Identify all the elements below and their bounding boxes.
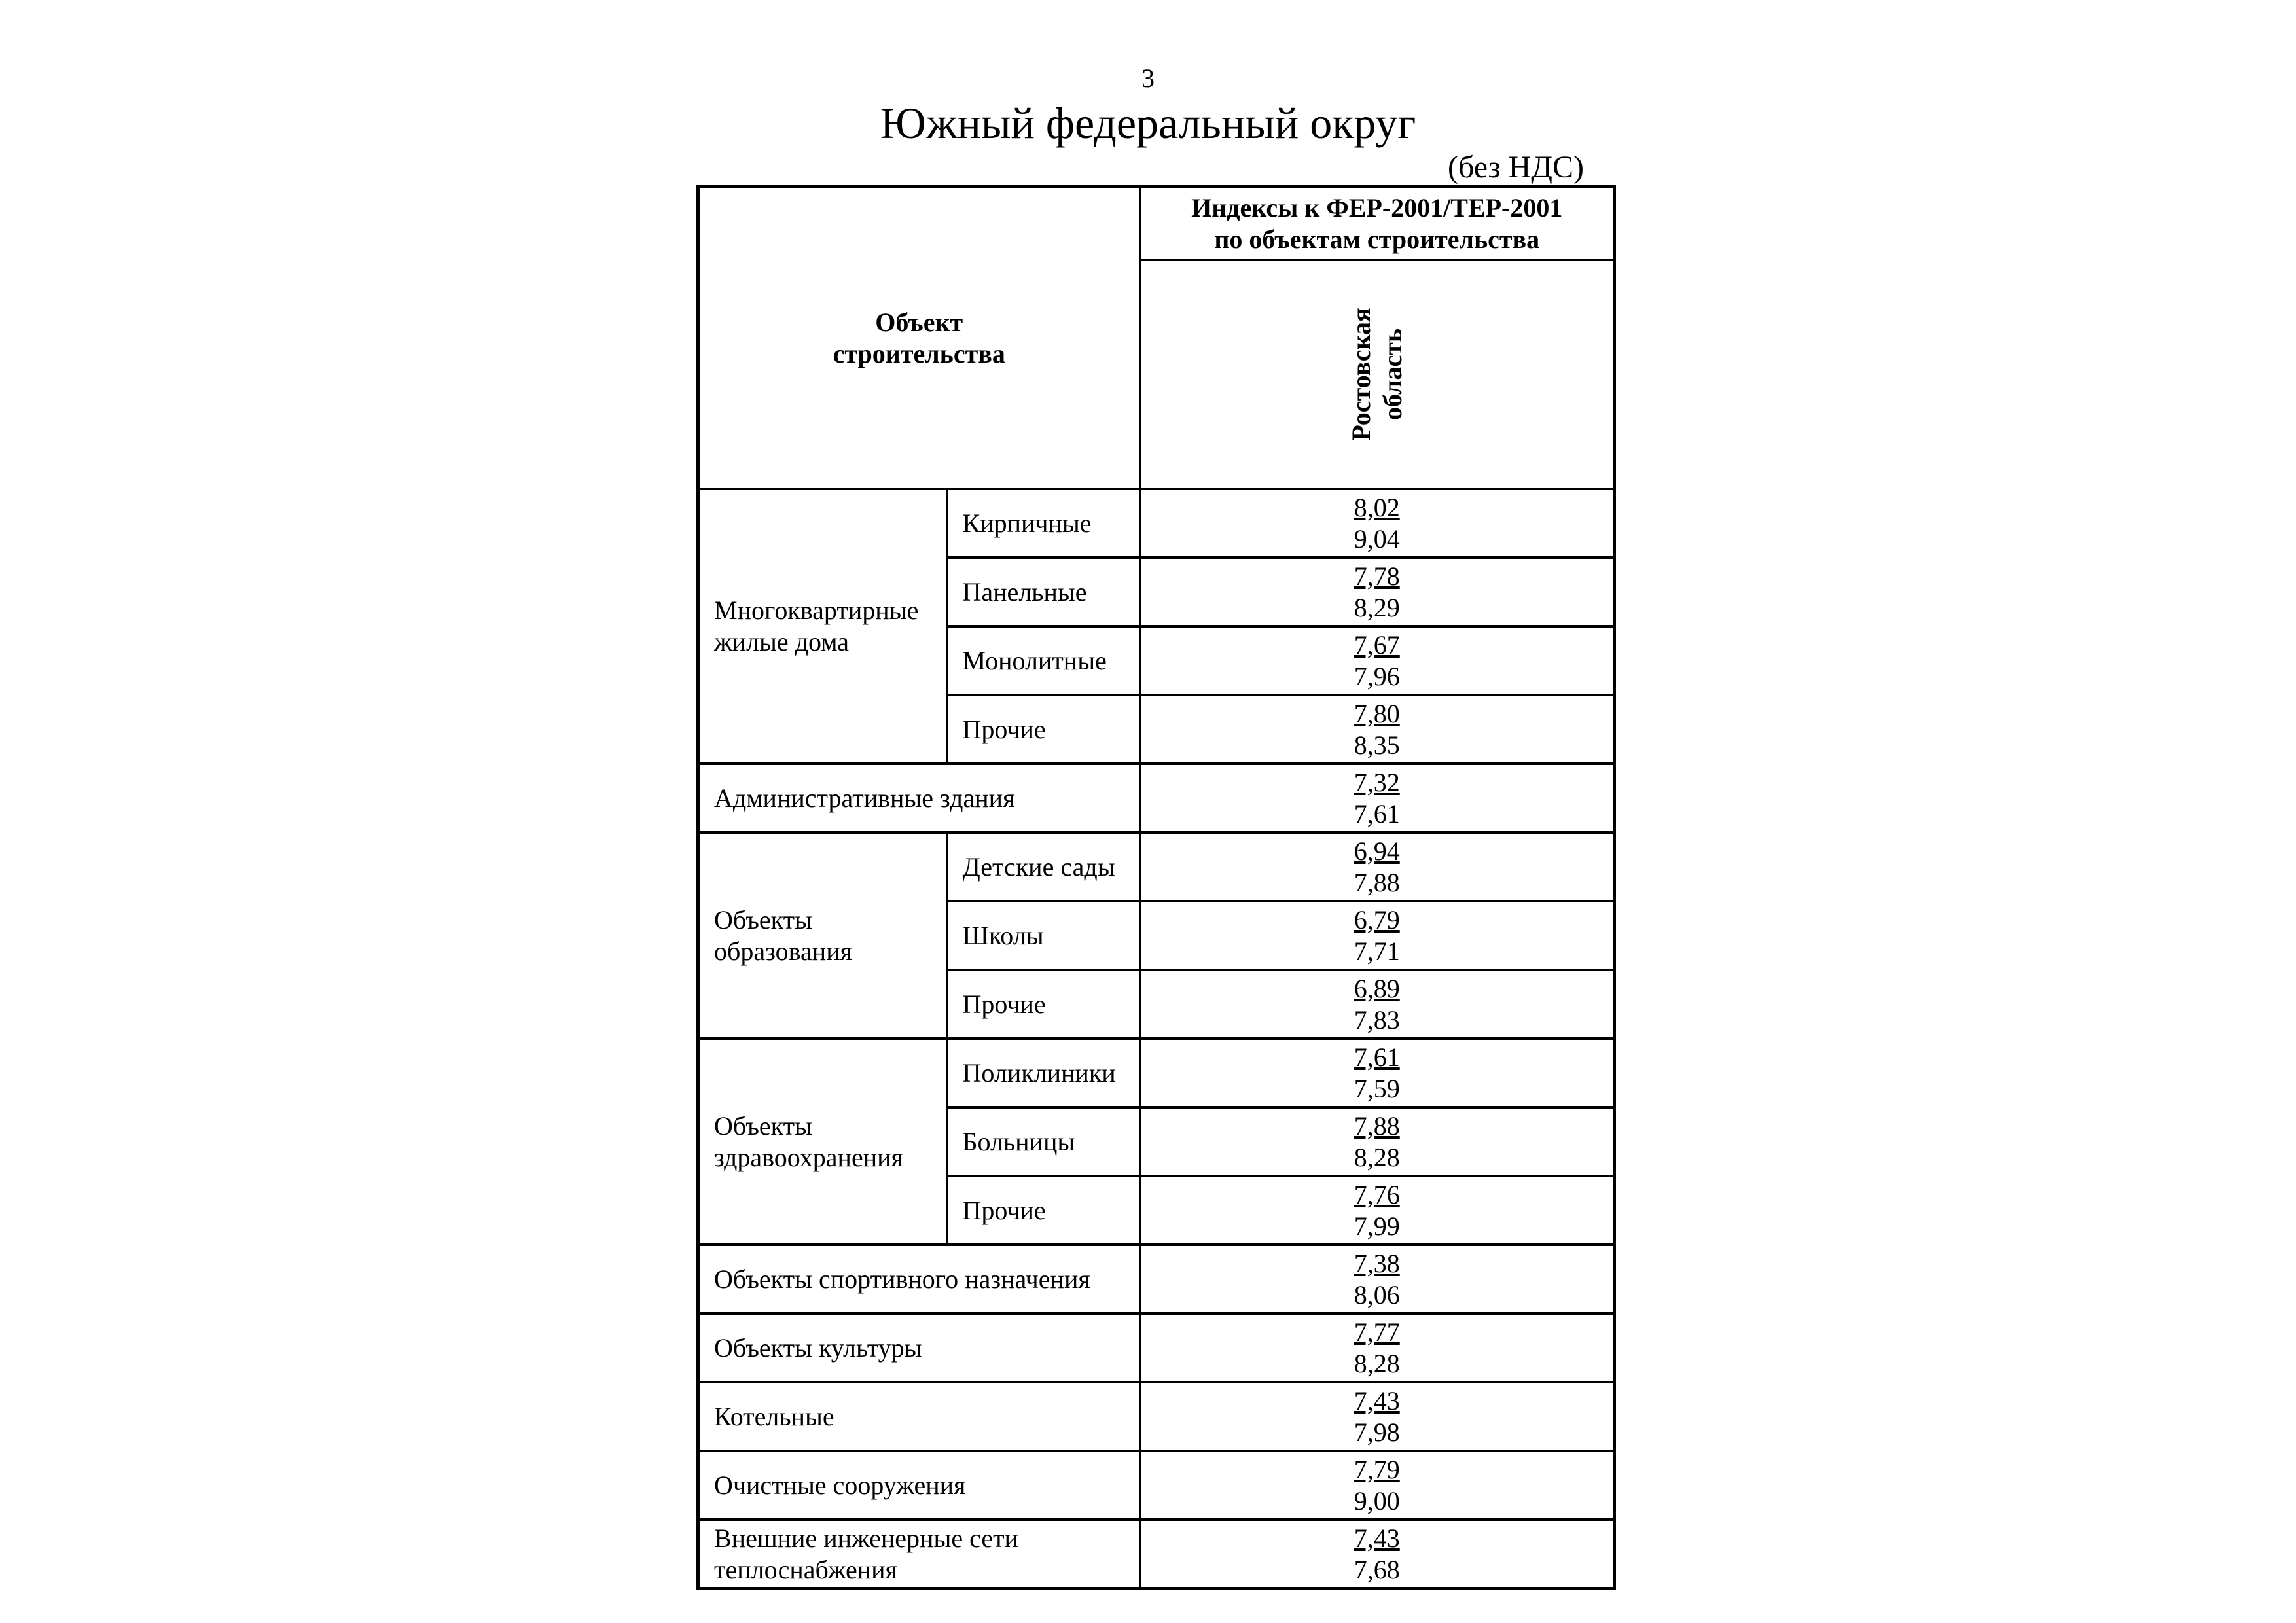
row-name: Котельные (698, 1382, 1140, 1451)
index-value-secondary: 9,04 (1354, 524, 1400, 554)
index-value-secondary: 7,99 (1354, 1211, 1400, 1241)
table-row (698, 764, 1615, 832)
index-value-primary: 7,38 (1354, 1248, 1400, 1278)
group-education (698, 832, 947, 1039)
page-title: Южный федеральный округ (880, 98, 1416, 148)
value-cell (1140, 1039, 1615, 1107)
header-index (1140, 187, 1615, 260)
index-value-secondary: 7,71 (1354, 936, 1400, 966)
index-value-secondary: 7,68 (1354, 1554, 1400, 1584)
table-row (698, 1313, 1615, 1382)
index-value-primary: 7,61 (1354, 1042, 1400, 1072)
index-value-secondary: 7,88 (1354, 867, 1400, 897)
header-region-line1: Ростовская (1346, 308, 1376, 441)
table-row (698, 1520, 1615, 1589)
index-value-primary: 7,76 (1354, 1179, 1400, 1209)
row-name: Детские сады (947, 832, 1140, 901)
index-value-secondary: 8,28 (1354, 1348, 1400, 1378)
group-label-line2: здравоохранения (714, 1142, 903, 1172)
value-cell (1140, 1382, 1615, 1451)
row-name: Административные здания (698, 764, 1140, 832)
index-value-primary: 7,43 (1354, 1523, 1400, 1553)
value-cell (1140, 1451, 1615, 1520)
index-value-secondary: 9,00 (1354, 1486, 1400, 1516)
row-name: Объекты спортивного назначения (698, 1245, 1140, 1313)
index-value-primary: 7,67 (1354, 630, 1400, 660)
index-value-secondary: 7,83 (1354, 1005, 1400, 1035)
header-object (698, 187, 1140, 490)
row-name: Монолитные (947, 626, 1140, 695)
row-name-line2: теплоснабжения (714, 1554, 897, 1584)
row-name: Больницы (947, 1107, 1140, 1176)
header-object-line1: Объект (875, 307, 963, 337)
index-value-secondary: 8,35 (1354, 730, 1400, 760)
header-region-line2: область (1377, 329, 1407, 421)
index-table (696, 185, 1616, 1590)
value-cell (1140, 901, 1615, 970)
row-name: Прочие (947, 1176, 1140, 1245)
group-health (698, 1039, 947, 1245)
row-name: Прочие (947, 695, 1140, 764)
header-row (698, 187, 1615, 260)
value-cell (1140, 558, 1615, 626)
index-value-secondary: 8,29 (1354, 592, 1400, 622)
group-label-line1: Многоквартирные (714, 596, 919, 625)
value-cell (1140, 832, 1615, 901)
value-cell (1140, 626, 1615, 695)
row-name: Поликлиники (947, 1039, 1140, 1107)
row-name-line1: Внешние инженерные сети (714, 1523, 1018, 1553)
index-value-primary: 7,32 (1354, 767, 1400, 797)
header-object-line2: строительства (833, 338, 1005, 368)
value-cell (1140, 1176, 1615, 1245)
index-value-primary: 7,79 (1354, 1454, 1400, 1484)
index-value-secondary: 7,59 (1354, 1073, 1400, 1103)
table-row (698, 1039, 1615, 1107)
value-cell (1140, 970, 1615, 1039)
value-cell (1140, 1520, 1615, 1589)
group-label-line1: Объекты (714, 1111, 812, 1141)
index-value-primary: 7,80 (1354, 698, 1400, 728)
value-cell (1140, 695, 1615, 764)
row-name-heating (698, 1520, 1140, 1589)
index-value-primary: 7,43 (1354, 1385, 1400, 1416)
table-row (698, 489, 1615, 558)
index-value-secondary: 7,96 (1354, 661, 1400, 691)
index-value-secondary: 7,98 (1354, 1417, 1400, 1447)
group-label-line1: Объекты (714, 904, 812, 935)
header-index-line1: Индексы к ФЕР-2001/ТЕР-2001 (1191, 192, 1563, 223)
page-number: 3 (1141, 63, 1155, 93)
index-value-primary: 6,94 (1354, 836, 1400, 866)
vat-note: (без НДС) (1447, 150, 1584, 185)
header-region (1140, 260, 1615, 489)
index-value-secondary: 8,28 (1354, 1142, 1400, 1172)
index-value-primary: 6,79 (1354, 904, 1400, 935)
table-row (698, 832, 1615, 901)
table-row (698, 1382, 1615, 1451)
row-name: Прочие (947, 970, 1140, 1039)
row-name: Объекты культуры (698, 1313, 1140, 1382)
index-value-primary: 7,78 (1354, 561, 1400, 591)
value-cell (1140, 764, 1615, 832)
value-cell (1140, 489, 1615, 558)
row-name: Панельные (947, 558, 1140, 626)
group-label-line2: жилые дома (714, 627, 850, 656)
row-name: Школы (947, 901, 1140, 970)
index-value-primary: 7,88 (1354, 1111, 1400, 1141)
row-name: Очистные сооружения (698, 1451, 1140, 1520)
header-index-line2: по объектам строительства (1214, 224, 1540, 254)
table-row (698, 1451, 1615, 1520)
index-value-primary: 8,02 (1354, 492, 1400, 522)
group-apartments (698, 489, 947, 764)
value-cell (1140, 1245, 1615, 1313)
group-label-line2: образования (714, 936, 852, 966)
index-value-primary: 6,89 (1354, 973, 1400, 1003)
table-row (698, 1245, 1615, 1313)
value-cell (1140, 1313, 1615, 1382)
row-name: Кирпичные (947, 489, 1140, 558)
index-value-primary: 7,77 (1354, 1317, 1400, 1347)
value-cell (1140, 1107, 1615, 1176)
index-value-secondary: 8,06 (1354, 1279, 1400, 1310)
index-value-secondary: 7,61 (1354, 798, 1400, 829)
